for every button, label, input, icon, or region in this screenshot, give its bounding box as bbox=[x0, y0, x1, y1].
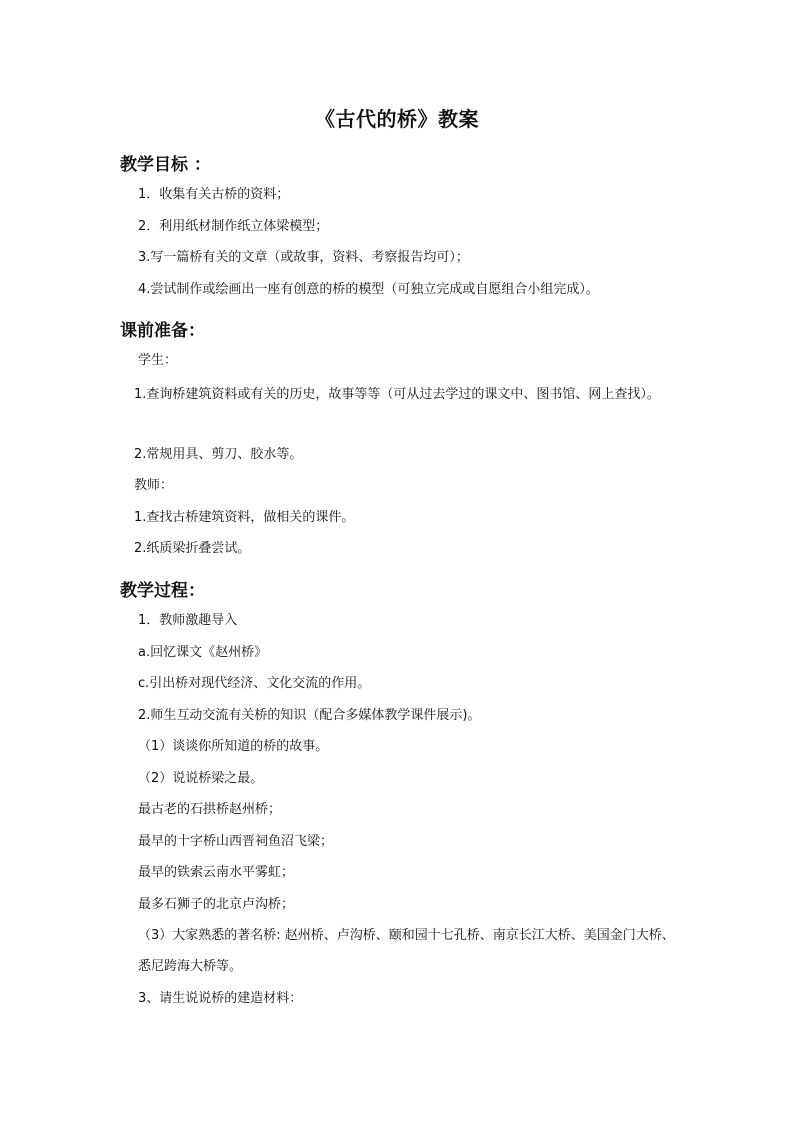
process-line: （2）说说桥梁之最。 bbox=[138, 771, 264, 786]
process-line: c.引出桥对现代经济、文化交流的作用。 bbox=[138, 676, 371, 691]
student-item: 2.常规用具、剪刀、胶水等。 bbox=[134, 447, 303, 462]
process-line: 3、请生说说桥的建造材料： bbox=[138, 991, 303, 1006]
prep-heading: 课前准备： bbox=[120, 321, 205, 341]
teacher-label: 教师： bbox=[134, 478, 174, 493]
process-line: 最早的十字桥山西晋祠鱼沼飞梁； bbox=[138, 834, 334, 849]
student-label: 学生： bbox=[138, 353, 178, 368]
process-line: 最古老的石拱桥赵州桥； bbox=[138, 802, 282, 817]
process-line: 最早的铁索云南水平雾虹； bbox=[138, 865, 295, 880]
process-line: a.回忆课文《赵州桥》 bbox=[138, 645, 268, 660]
page-title: 《古代的桥》教案 bbox=[315, 107, 479, 131]
goal-item: 2．利用纸材制作纸立体梁模型； bbox=[138, 219, 329, 234]
teacher-item: 1.查找古桥建筑资料，做相关的课件。 bbox=[134, 510, 355, 525]
process-line: （1）谈谈你所知道的桥的故事。 bbox=[138, 739, 329, 754]
process-line: （3）大家熟悉的著名桥: 赵州桥、卢沟桥、颐和园十七孔桥、南京长江大桥、美国金门大桥、悉尼跨海大桥等。 bbox=[138, 928, 675, 974]
goal-item: 3.写一篇桥有关的文章（或故事，资料、考察报告均可）； bbox=[138, 250, 469, 265]
process-line: 1．教师激趣导入 bbox=[138, 613, 238, 628]
process-heading: 教学过程： bbox=[120, 581, 205, 601]
teacher-item: 2.纸质梁折叠尝试。 bbox=[134, 541, 251, 556]
student-item: 1.查询桥建筑资料或有关的历史，故事等等（可从过去学过的课文中、图书馆、网上查找）。 bbox=[134, 387, 660, 402]
process-line: 最多石狮子的北京卢沟桥； bbox=[138, 897, 295, 912]
goal-item: 4.尝试制作或绘画出一座有创意的桥的模型（可独立完成或自愿组合小组完成）。 bbox=[138, 282, 599, 297]
goals-heading: 教学目标 ： bbox=[120, 155, 211, 175]
goal-item: 1．收集有关古桥的资料； bbox=[138, 187, 290, 202]
process-line: 2.师生互动交流有关桥的知识（配合多媒体教学课件展示)。 bbox=[138, 708, 481, 723]
